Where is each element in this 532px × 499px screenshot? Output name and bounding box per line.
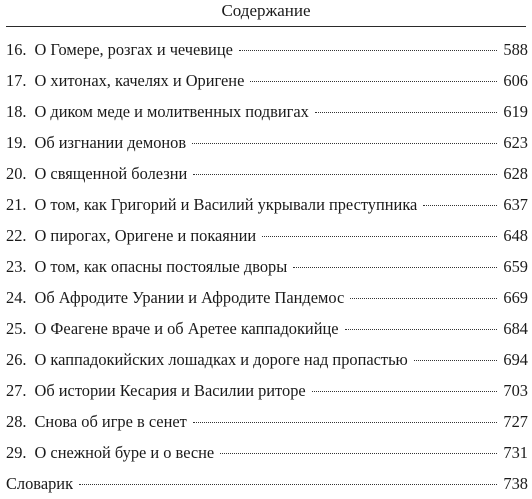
- dot-leader: [220, 453, 497, 454]
- toc-entry-page[interactable]: 606: [503, 71, 528, 90]
- toc-entry-page[interactable]: 694: [503, 350, 528, 369]
- toc-entry-number: 27.: [6, 381, 27, 400]
- toc-entry-number: 20.: [6, 164, 27, 183]
- toc-entry-page[interactable]: 628: [503, 164, 528, 183]
- toc-entry-page[interactable]: 588: [503, 40, 528, 59]
- toc-entry[interactable]: [6, 158, 528, 189]
- toc-entry-number: 17.: [6, 71, 27, 90]
- toc-entry-number: 23.: [6, 257, 27, 276]
- toc-entry-number: 29.: [6, 443, 27, 462]
- toc-entry[interactable]: [6, 406, 528, 437]
- toc-entry-title[interactable]: Словарик: [6, 474, 74, 493]
- toc-entry-page[interactable]: 637: [503, 195, 528, 214]
- toc-entry-title[interactable]: Снова об игре в сенет: [34, 412, 187, 431]
- toc-entry-title[interactable]: Об изгнании демонов: [34, 133, 187, 152]
- toc-entry-glossary[interactable]: [6, 468, 528, 499]
- toc-entry-number: 21.: [6, 195, 27, 214]
- toc-entry[interactable]: [6, 34, 528, 65]
- toc-entry-title[interactable]: О Гомере, розгах и чечевице: [34, 40, 233, 59]
- toc-entry[interactable]: [6, 437, 528, 468]
- dot-leader: [350, 298, 497, 299]
- toc-entry-title[interactable]: О Феагене враче и об Аретее каппадокийце: [34, 319, 339, 338]
- toc-entry-title[interactable]: О хитонах, качелях и Оригене: [34, 71, 245, 90]
- toc-entry-title[interactable]: О снежной буре и о весне: [34, 443, 215, 462]
- toc-entry-title[interactable]: О том, как Григорий и Василий укрывали преступника: [34, 195, 418, 214]
- dot-leader: [293, 267, 497, 268]
- toc-entry[interactable]: [6, 313, 528, 344]
- dot-leader: [193, 174, 497, 175]
- toc-entry-page[interactable]: 731: [503, 443, 528, 462]
- toc-entry-title[interactable]: О пирогах, Оригене и покаянии: [34, 226, 257, 245]
- dot-leader: [262, 236, 497, 237]
- toc-entry-page[interactable]: 669: [503, 288, 528, 307]
- dot-leader: [239, 50, 498, 51]
- toc-entry-number: 26.: [6, 350, 27, 369]
- toc-entry-title[interactable]: О священной болезни: [34, 164, 188, 183]
- toc-entry-page[interactable]: 619: [503, 102, 528, 121]
- toc-entry-page[interactable]: 727: [503, 412, 528, 431]
- toc-entry[interactable]: [6, 375, 528, 406]
- toc-entry[interactable]: [6, 96, 528, 127]
- toc-entry[interactable]: [6, 251, 528, 282]
- toc-entry[interactable]: [6, 65, 528, 96]
- toc-entry-title[interactable]: Об истории Кесария и Василии риторе: [34, 381, 306, 400]
- toc-entry-number: 25.: [6, 319, 27, 338]
- toc-entry-title[interactable]: Об Афродите Урании и Афродите Пандемос: [34, 288, 345, 307]
- toc-entry[interactable]: [6, 189, 528, 220]
- toc-entry-page[interactable]: 738: [503, 474, 528, 493]
- dot-leader: [315, 112, 498, 113]
- toc-entry-title[interactable]: О каппадокийских лошадках и дороге над пропастью: [34, 350, 408, 369]
- toc-entry[interactable]: [6, 344, 528, 375]
- page-header: [0, 0, 532, 26]
- toc-entry-number: 28.: [6, 412, 27, 431]
- dot-leader: [250, 81, 497, 82]
- dot-leader: [423, 205, 497, 206]
- toc-entry-number: 22.: [6, 226, 27, 245]
- toc-entry-number: 24.: [6, 288, 27, 307]
- dot-leader: [193, 422, 498, 423]
- toc-entry-title[interactable]: О том, как опасны постоялые дворы: [34, 257, 288, 276]
- toc-entry[interactable]: [6, 282, 528, 313]
- toc-entry-page[interactable]: 703: [503, 381, 528, 400]
- toc-entry[interactable]: [6, 127, 528, 158]
- toc-entry-page[interactable]: 648: [503, 226, 528, 245]
- header-divider: [6, 26, 526, 27]
- toc-entry-number: 18.: [6, 102, 27, 121]
- toc-entry-number: 16.: [6, 40, 27, 59]
- toc-entry-number: 19.: [6, 133, 27, 152]
- table-of-contents: [6, 34, 528, 499]
- toc-entry-page[interactable]: 659: [503, 257, 528, 276]
- dot-leader: [414, 360, 498, 361]
- toc-entry-page[interactable]: 623: [503, 133, 528, 152]
- dot-leader: [79, 484, 497, 485]
- dot-leader: [312, 391, 498, 392]
- toc-entry-title[interactable]: О диком меде и молитвенных подвигах: [34, 102, 309, 121]
- toc-entry[interactable]: [6, 220, 528, 251]
- toc-entry-page[interactable]: 684: [503, 319, 528, 338]
- dot-leader: [192, 143, 497, 144]
- page-header-title: Содержание: [221, 1, 311, 20]
- dot-leader: [345, 329, 498, 330]
